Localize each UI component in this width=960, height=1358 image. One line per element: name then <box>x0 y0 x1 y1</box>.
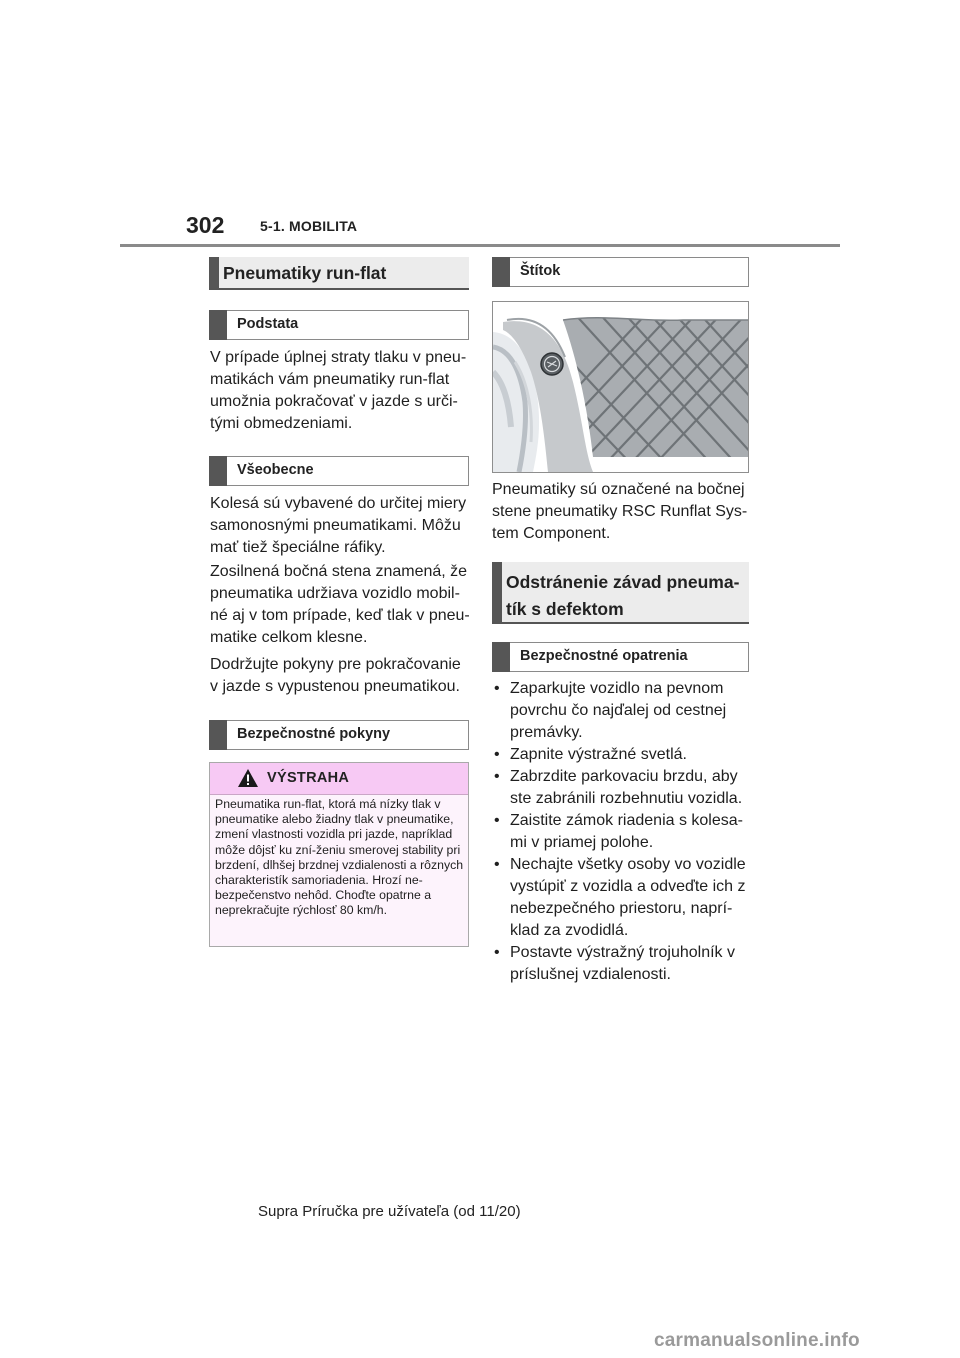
list-item: • Zaparkujte vozidlo na pevnom povrchu čo najďalej od cestnej premávky. <box>492 678 754 744</box>
paragraph-vseobecne-1: Kolesá sú vybavené do určitej miery samonosnými pneumatikami. Môžu mať tiež špeciálne ráfiky. <box>210 495 467 556</box>
warning-text: Pneumatika run-flat, ktorá má nízky tlak v pneumatike alebo žiadny tlak v pneumatike, zmení vlastnosti vozidla pri jazde, napríklad môže dôjsť ku zní-ženiu smerovej stability pri brzdení, dlhšej brzdnej vzdialenosti a rôznych charakteristík samoriadenia. Hrozí ne-bezpečenstvo nehôd. Choďte opatrne a neprekračujte rýchlosť 80 km/h. <box>215 797 464 918</box>
paragraph-vseobecne-3: Dodržujte pokyny pre pokračovanie v jazde s vypustenou pneumatikou. <box>210 656 461 695</box>
heading-pneumatiky-run-flat <box>209 257 469 290</box>
subheading-bar <box>492 642 510 672</box>
safety-steps-list <box>492 678 754 986</box>
rsc-runflat-tyre-icon <box>493 302 748 472</box>
subheading-text: Štítok <box>520 263 561 279</box>
section-title: 5-1. MOBILITA <box>260 218 358 234</box>
subheading-podstata <box>209 310 469 340</box>
list-item: • Nechajte všetky osoby vo vozidle vystúpiť z vozidla a odveďte ich z nebezpečného priestoru, naprí-klad za zvodidlá. <box>492 854 754 942</box>
subheading-bar <box>209 310 227 340</box>
subheading-vseobecne <box>209 456 469 486</box>
heading-text: Pneumatiky run-flat <box>223 263 387 283</box>
paragraph-vseobecne-2: Zosilnená bočná stena znamená, že pneumatika udržiava vozidlo mobil-né aj v tom prípade, keď tlak v pneu-matike celkom klesne. <box>210 563 470 646</box>
subheading-bar <box>209 456 227 486</box>
heading-bar <box>492 562 502 622</box>
heading-odstranenie-zavad <box>492 562 749 624</box>
heading-text: Odstránenie závad pneuma-tík s defektom <box>506 572 740 619</box>
subheading-bezpecnostne-pokyny <box>209 720 469 750</box>
footer-text: Supra Príručka pre užívateľa (od 11/20) <box>258 1203 521 1220</box>
list-item: • Zaistite zámok riadenia s kolesa-mi v priamej polohe. <box>492 810 754 854</box>
watermark: carmanualsonline.info <box>654 1330 860 1351</box>
list-item: • Zabrzdite parkovaciu brzdu, aby ste zabránili rozbehnutiu vozidla. <box>492 766 754 810</box>
list-item: • Postavte výstražný trojuholník v príslušnej vzdialenosti. <box>492 942 754 986</box>
header-divider <box>120 244 840 247</box>
subheading-stitok <box>492 257 749 287</box>
subheading-text: Bezpečnostné opatrenia <box>520 648 688 664</box>
list-item: • Zapnite výstražné svetlá. <box>492 744 754 766</box>
subheading-bar <box>209 720 227 750</box>
warning-triangle-icon <box>237 768 259 788</box>
subheading-text: Bezpečnostné pokyny <box>237 726 391 742</box>
warning-title: VÝSTRAHA <box>267 770 350 786</box>
subheading-bar <box>492 257 510 287</box>
page-number: 302 <box>186 212 225 238</box>
paragraph-stitok: Pneumatiky sú označené na bočnej stene pneumatiky RSC Runflat Sys-tem Component. <box>492 481 748 542</box>
tyre-illustration <box>492 301 749 473</box>
subheading-text: Všeobecne <box>237 462 314 478</box>
warning-box <box>209 762 469 947</box>
paragraph-podstata: V prípade úplnej straty tlaku v pneu-matikách vám pneumatiky run-flat umožnia pokračovať v jazde s urči-tými obmedzeniami. <box>210 349 467 432</box>
subheading-bezpecnostne-opatrenia <box>492 642 749 672</box>
heading-bar <box>209 257 219 288</box>
subheading-text: Podstata <box>237 316 299 332</box>
